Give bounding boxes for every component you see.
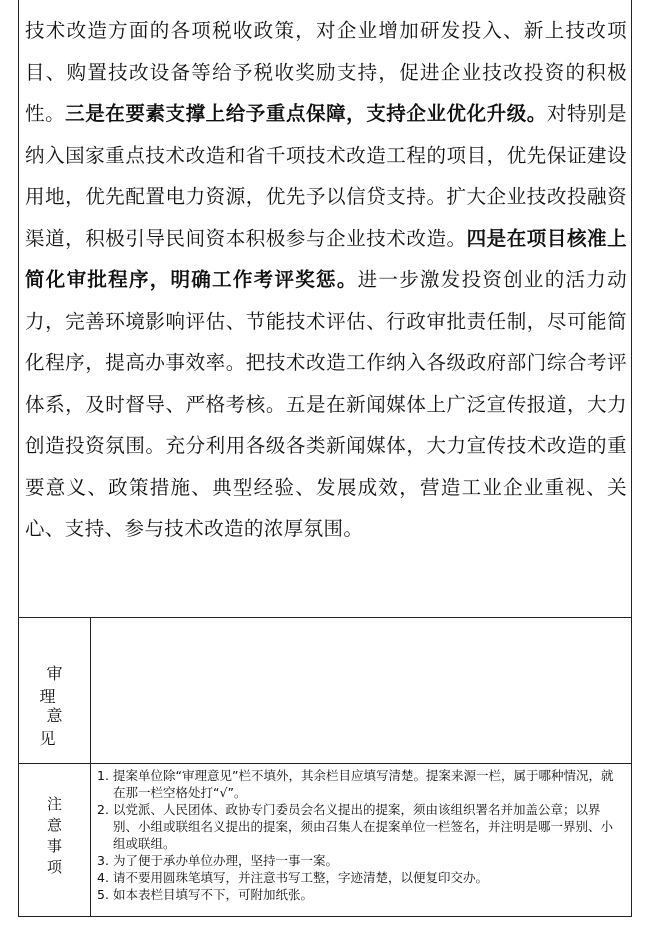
note-text: 提案单位除“审理意见”栏不填外，其余栏目应填写清楚。提案来源一栏，属于哪种情况，就在那一栏空格处打“√”。 — [113, 768, 614, 800]
notes-row — [19, 764, 631, 917]
notes-list — [97, 767, 625, 903]
note-text: 以党派、人民团体、政协专门委员会名义提出的提案，须由该组织署名并加盖公章；以界别、小组或联组名义提出的提案，须由召集人在提案单位一栏签名，并注明是哪一界别、小组或联组。 — [113, 802, 614, 851]
note-number: 3. — [97, 853, 109, 868]
body-segment-bold: 三是在要素支撑上给予重点保障，支持企业优化升级。 — [65, 102, 547, 125]
notes-label-cell — [19, 764, 91, 916]
note-number: 2. — [97, 802, 109, 817]
note-item — [97, 801, 625, 852]
review-content-cell — [91, 617, 631, 763]
notes-label-char: 注 — [46, 795, 62, 813]
body-segment: 对特别是纳入国家重点技术改造和省千项技术改造工程的项目，优先保证建设用地，优先配置电力资源，优先予以信贷支持。扩大企业技改投融资渠道，积极引导民间资本积极参与企业技术改造。 — [25, 102, 627, 250]
note-number: 4. — [97, 870, 109, 885]
body-segment: 技术改造方面的各项税收政策，对企业增加研发投入、新上技改项目、购置技改设备等给予税收奖励支持，促进企业技改投资的积极性。 — [25, 19, 627, 125]
note-item — [97, 886, 625, 903]
notes-label — [19, 794, 90, 878]
note-number: 1. — [97, 768, 109, 783]
notes-label-char: 意 — [46, 816, 62, 834]
review-label-cell — [19, 617, 91, 763]
note-text: 为了便于承办单位办理，坚持一事一案。 — [113, 853, 339, 868]
note-text: 如本表栏目填写不下，可附加纸张。 — [113, 887, 314, 902]
note-item — [97, 852, 625, 869]
body-segment: 进一步激发投资创业的活力动力，完善环境影响评估、节能技术评估、行政审批责任制，尽可能简化程序，提高办事效率。把技术改造工作纳入各级政府部门综合考评体系，及时督导、严格考核。五是在新闻媒体上广泛宣传报道，大力创造投资氛围。充分利用各级各类新闻媒体，大力宣传技术改造的重要意义、政策措施、典型经验、发展成效，营造工业企业重视、关心、支持、参与技术改造的浓厚氛围。 — [25, 268, 627, 540]
notes-label-char: 事 — [46, 837, 62, 855]
proposal-content-cell — [19, 0, 631, 618]
review-opinion-row — [19, 617, 631, 764]
review-label-line1: 审理 — [39, 664, 77, 706]
note-item — [97, 869, 625, 886]
review-label-line2: 意见 — [39, 706, 77, 748]
note-number: 5. — [97, 887, 109, 902]
proposal-body-text — [25, 10, 627, 550]
body-segment-bold: 四是在项目核准上简化审批程序，明确工作考评奖惩。 — [25, 226, 627, 291]
note-text: 请不要用圆珠笔填写，并注意书写工整，字迹清楚，以便复印交办。 — [113, 870, 489, 885]
proposal-form — [18, 0, 632, 917]
notes-label-char: 项 — [46, 858, 62, 876]
note-item — [97, 767, 625, 801]
